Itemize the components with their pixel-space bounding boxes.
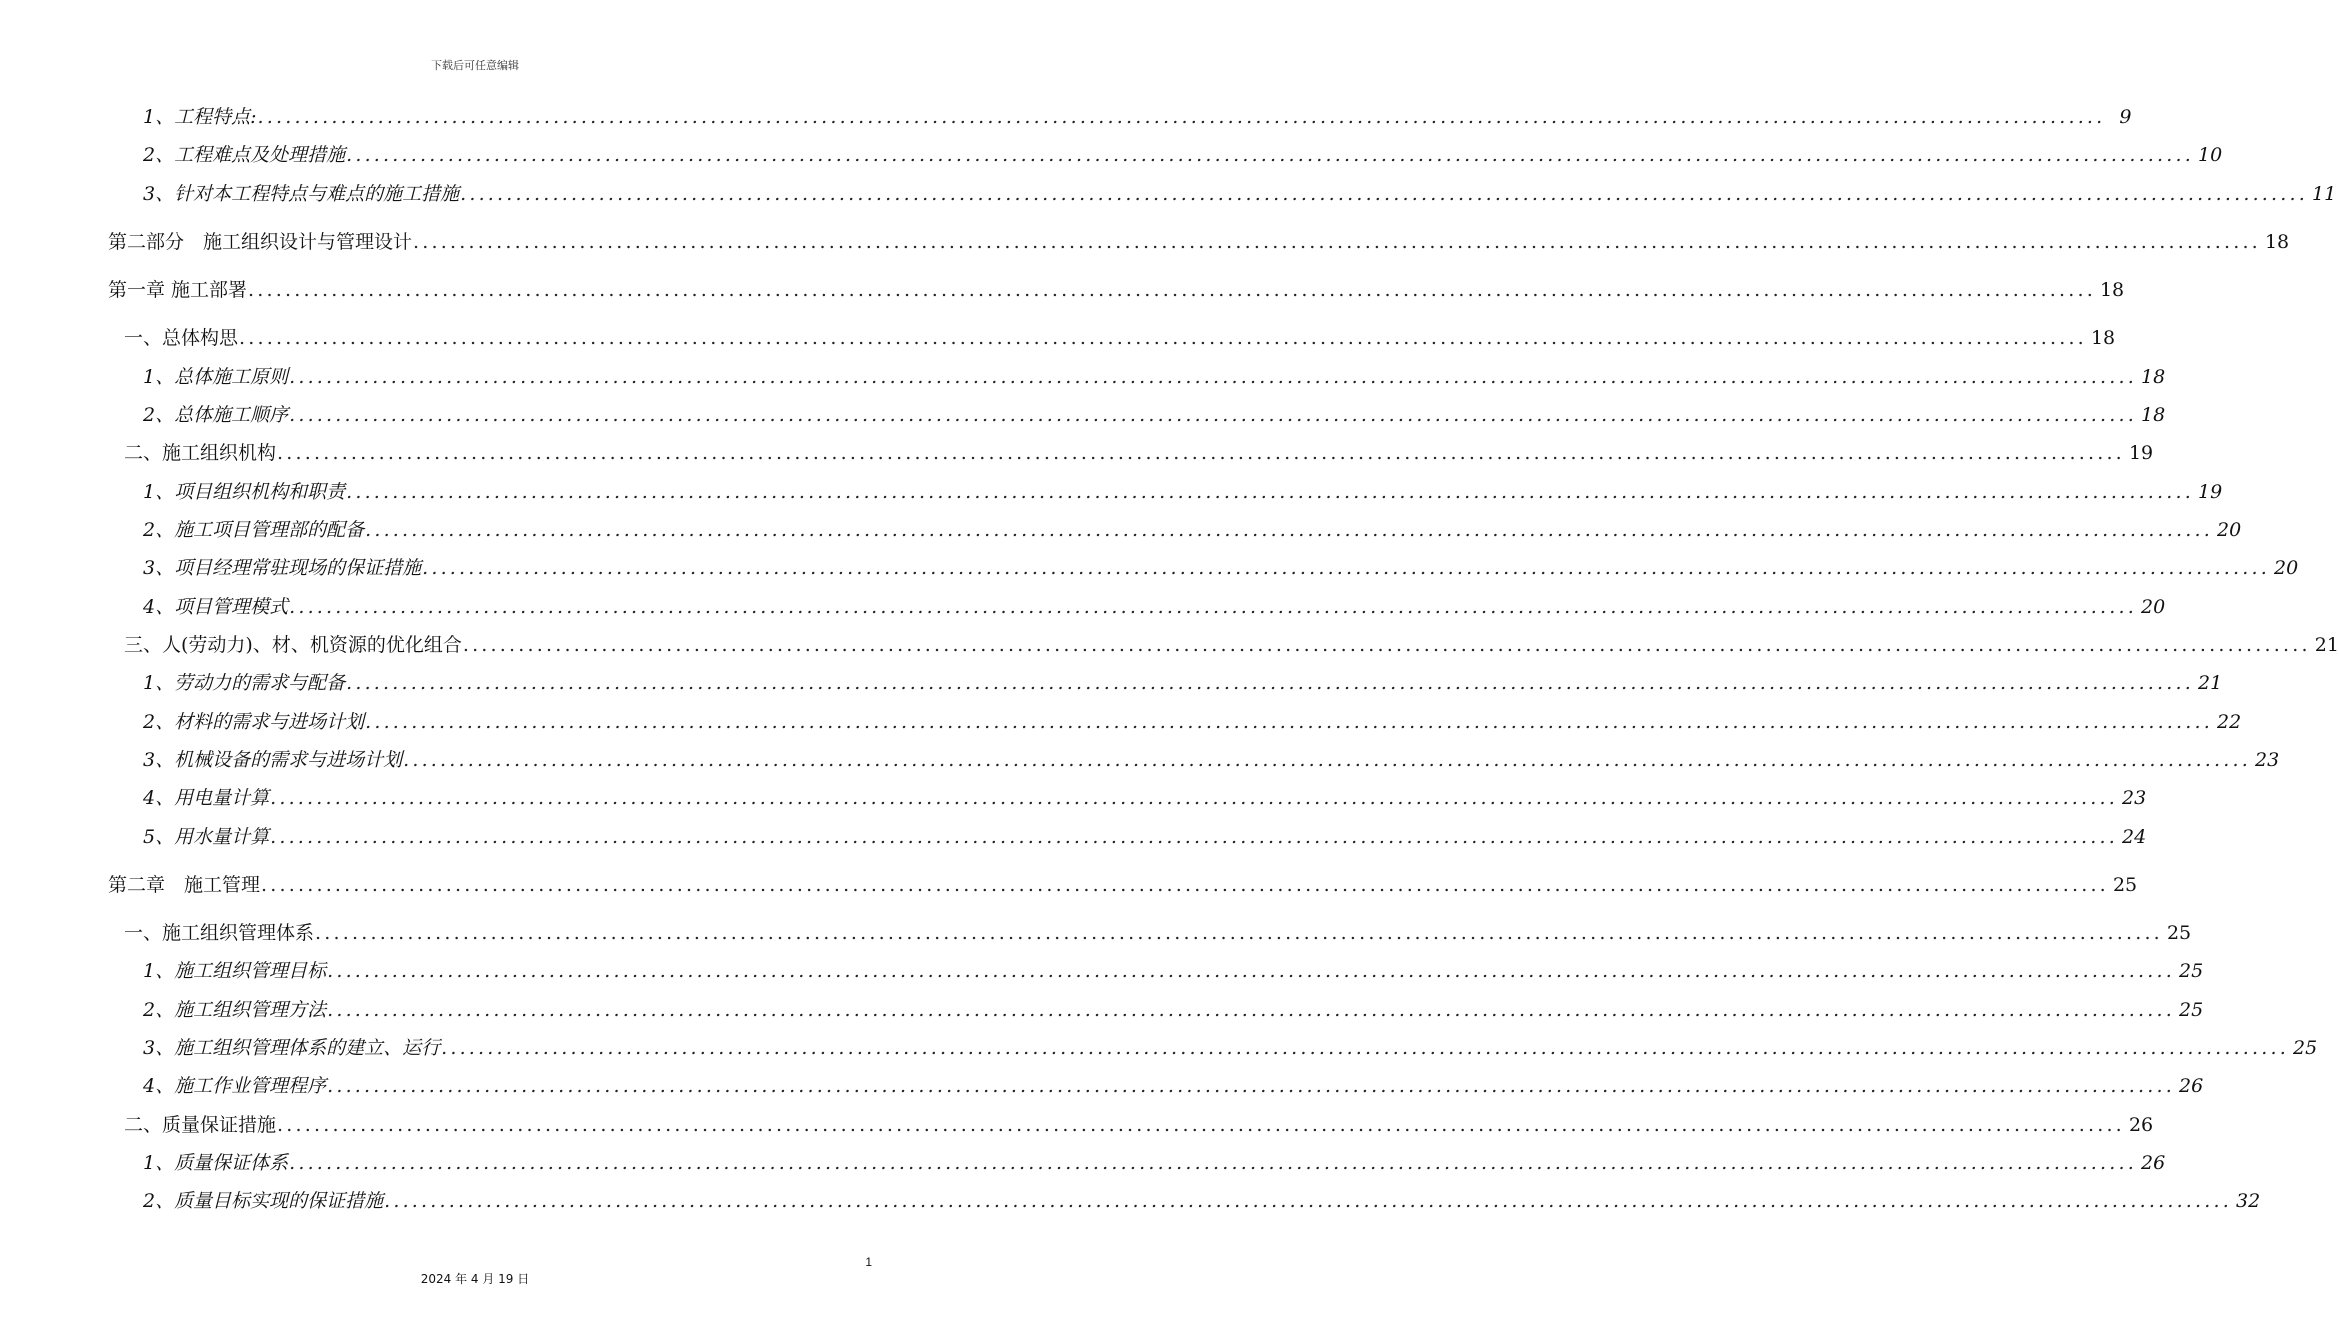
toc-leader-dots: ........................................................................................................................................................................................................ <box>327 1075 2176 1097</box>
toc-leader-dots: ........................................................................................................................................................................................................ <box>289 404 2138 426</box>
toc-leader-dots: ........................................................................................................................................................................................................ <box>422 557 2271 579</box>
toc-entry-title: 第二章 施工管理 <box>108 874 261 896</box>
toc-leader-dots: ........................................................................................................................................................................................................ <box>315 922 2163 944</box>
toc-entry-chapter[interactable] <box>108 275 2125 302</box>
toc-entry-title: 2、总体施工顺序 <box>143 404 289 426</box>
toc-leader-dots: ........................................................................................................................................................................................................ <box>277 442 2125 464</box>
toc-entry-title: 一、施工组织管理体系 <box>124 922 315 944</box>
toc-entry-title: 3、机械设备的需求与进场计划 <box>143 749 403 771</box>
toc-entry-page: 18 <box>2141 366 2166 388</box>
toc-entry-page: 21 <box>2314 634 2339 656</box>
toc-entry-page: 18 <box>2090 327 2116 349</box>
toc-entry-page: 25 <box>2166 922 2192 944</box>
toc-entry[interactable] <box>143 956 2204 983</box>
toc-entry[interactable] <box>143 553 2299 580</box>
toc-leader-dots: ........................................................................................................................................................................................................ <box>346 672 2195 694</box>
toc-entry-title: 1、工程特点: <box>143 106 257 128</box>
toc-entry-page: 19 <box>2198 481 2223 503</box>
toc-entry-page: 26 <box>2179 1075 2204 1097</box>
toc-entry-section[interactable] <box>124 438 2154 465</box>
toc-entry-title: 2、工程难点及处理措施 <box>143 144 346 166</box>
toc-entry[interactable] <box>143 515 2242 542</box>
toc-leader-dots: ........................................................................................................................................................................................................ <box>327 960 2176 982</box>
toc-entry-title: 3、施工组织管理体系的建立、运行 <box>143 1037 441 1059</box>
toc-entry-page: 18 <box>2099 279 2125 301</box>
toc-leader-dots: ........................................................................................................................................................................................................ <box>327 999 2176 1021</box>
toc-entry-page: 26 <box>2141 1152 2166 1174</box>
toc-entry[interactable] <box>143 140 2223 167</box>
toc-entry-title: 二、质量保证措施 <box>124 1114 277 1136</box>
toc-entry-title: 1、总体施工原则 <box>143 366 289 388</box>
toc-entry-page: 20 <box>2274 557 2299 579</box>
toc-entry-page: 25 <box>2179 960 2204 982</box>
toc-leader-dots: ........................................................................................................................................................................................................ <box>248 279 2096 301</box>
footer-date: 2024 年 4 月 19 日 <box>420 1272 530 1286</box>
toc-entry-page: 9 <box>2119 106 2132 128</box>
toc-entry-section[interactable] <box>124 323 2116 350</box>
toc-entry-title: 4、施工作业管理程序 <box>143 1075 327 1097</box>
toc-entry-title: 1、施工组织管理目标 <box>143 960 327 982</box>
toc-entry-page: 20 <box>2217 519 2242 541</box>
toc-leader-dots: ........................................................................................................................................................................................................ <box>365 711 2214 733</box>
toc-entry-title: 4、用电量计算 <box>143 787 270 809</box>
toc-entry-title: 3、针对本工程特点与难点的施工措施 <box>143 183 460 205</box>
toc-entry-page: 32 <box>2236 1190 2261 1212</box>
toc-entry-page: 26 <box>2128 1114 2154 1136</box>
toc-entry-chapter[interactable] <box>108 870 2138 897</box>
toc-entry-title: 1、项目组织机构和职责 <box>143 481 346 503</box>
toc-leader-dots: ........................................................................................................................................................................................................ <box>289 1152 2138 1174</box>
toc-entry-section[interactable] <box>124 1110 2154 1137</box>
toc-leader-dots: ........................................................................................................................................................................................................ <box>346 481 2195 503</box>
toc-entry-title: 2、施工组织管理方法 <box>143 999 327 1021</box>
toc-entry-title: 一、总体构思 <box>124 327 239 349</box>
toc-leader-dots: ........................................................................................................................................................................................................ <box>270 826 2119 848</box>
toc-entry-title: 二、施工组织机构 <box>124 442 277 464</box>
toc-entry-title: 5、用水量计算 <box>143 826 270 848</box>
toc-entry[interactable] <box>143 745 2280 772</box>
header-note: 下载后可任意编辑 <box>431 59 519 72</box>
toc-entry[interactable] <box>143 1071 2204 1098</box>
toc-leader-dots: ........................................................................................................................................................................................................ <box>346 144 2195 166</box>
toc-entry-title: 2、材料的需求与进场计划 <box>143 711 365 733</box>
toc-entry-page: 24 <box>2122 826 2147 848</box>
toc-entry-page: 19 <box>2128 442 2154 464</box>
toc-entry[interactable] <box>143 1148 2166 1175</box>
toc-entry-page: 20 <box>2141 596 2166 618</box>
toc-entry-title: 1、劳动力的需求与配备 <box>143 672 346 694</box>
toc-entry-title: 2、质量目标实现的保证措施 <box>143 1190 384 1212</box>
toc-entry-part[interactable] <box>108 227 2290 254</box>
toc-leader-dots: ........................................................................................................................................................................................................ <box>462 634 2311 656</box>
toc-entry-page: 25 <box>2179 999 2204 1021</box>
toc-entry-section[interactable] <box>124 630 2339 657</box>
toc-entry-title: 3、项目经理常驻现场的保证措施 <box>143 557 422 579</box>
toc-entry-page: 25 <box>2293 1037 2318 1059</box>
toc-entry[interactable] <box>143 592 2166 619</box>
toc-leader-dots: ........................................................................................................................................................................................................ <box>270 787 2119 809</box>
toc-entry-page: 23 <box>2255 749 2280 771</box>
page-number: 1 <box>865 1255 872 1269</box>
toc-entry-title: 三、人(劳动力)、材、机资源的优化组合 <box>124 634 462 656</box>
toc-entry[interactable] <box>143 822 2147 849</box>
toc-entry-title: 第二部分 施工组织设计与管理设计 <box>108 231 413 253</box>
toc-entry[interactable] <box>143 707 2242 734</box>
toc-entry[interactable] <box>143 1033 2318 1060</box>
toc-entry-title: 1、质量保证体系 <box>143 1152 289 1174</box>
toc-entry-section[interactable] <box>124 918 2192 945</box>
toc-entry-page: 10 <box>2198 144 2223 166</box>
toc-entry[interactable] <box>143 362 2166 389</box>
toc-leader-dots: ........................................................................................................................................................................................................ <box>413 231 2261 253</box>
toc-entry-title: 2、施工项目管理部的配备 <box>143 519 365 541</box>
toc-entry-page: 11 <box>2312 183 2337 205</box>
toc-entry[interactable] <box>143 179 2337 206</box>
toc-entry-page: 18 <box>2264 231 2290 253</box>
toc-leader-dots: ........................................................................................................................................................................................................ <box>257 106 2106 128</box>
toc-entry-page: 23 <box>2122 787 2147 809</box>
toc-leader-dots: ........................................................................................................................................................................................................ <box>384 1190 2233 1212</box>
toc-entry[interactable] <box>143 783 2147 810</box>
toc-leader-dots: ........................................................................................................................................................................................................ <box>261 874 2109 896</box>
toc-leader-dots: ........................................................................................................................................................................................................ <box>277 1114 2125 1136</box>
toc-entry-page: 21 <box>2198 672 2223 694</box>
toc-leader-dots: ........................................................................................................................................................................................................ <box>460 183 2309 205</box>
toc-leader-dots: ........................................................................................................................................................................................................ <box>403 749 2252 771</box>
toc-entry[interactable] <box>143 102 2132 129</box>
toc-leader-dots: ........................................................................................................................................................................................................ <box>365 519 2214 541</box>
toc-entry-page: 25 <box>2112 874 2138 896</box>
toc-leader-dots: ........................................................................................................................................................................................................ <box>441 1037 2290 1059</box>
toc-entry[interactable] <box>143 400 2166 427</box>
toc-entry-page: 18 <box>2141 404 2166 426</box>
toc-entry[interactable] <box>143 668 2223 695</box>
toc-leader-dots: ........................................................................................................................................................................................................ <box>289 366 2138 388</box>
toc-entry[interactable] <box>143 995 2204 1022</box>
toc-entry-page: 22 <box>2217 711 2242 733</box>
toc-entry[interactable] <box>143 1186 2261 1213</box>
toc-entry-title: 4、项目管理模式 <box>143 596 289 618</box>
toc-entry-title: 第一章 施工部署 <box>108 279 248 301</box>
toc-entry[interactable] <box>143 477 2223 504</box>
toc-leader-dots: ........................................................................................................................................................................................................ <box>289 596 2138 618</box>
toc-leader-dots: ........................................................................................................................................................................................................ <box>239 327 2087 349</box>
